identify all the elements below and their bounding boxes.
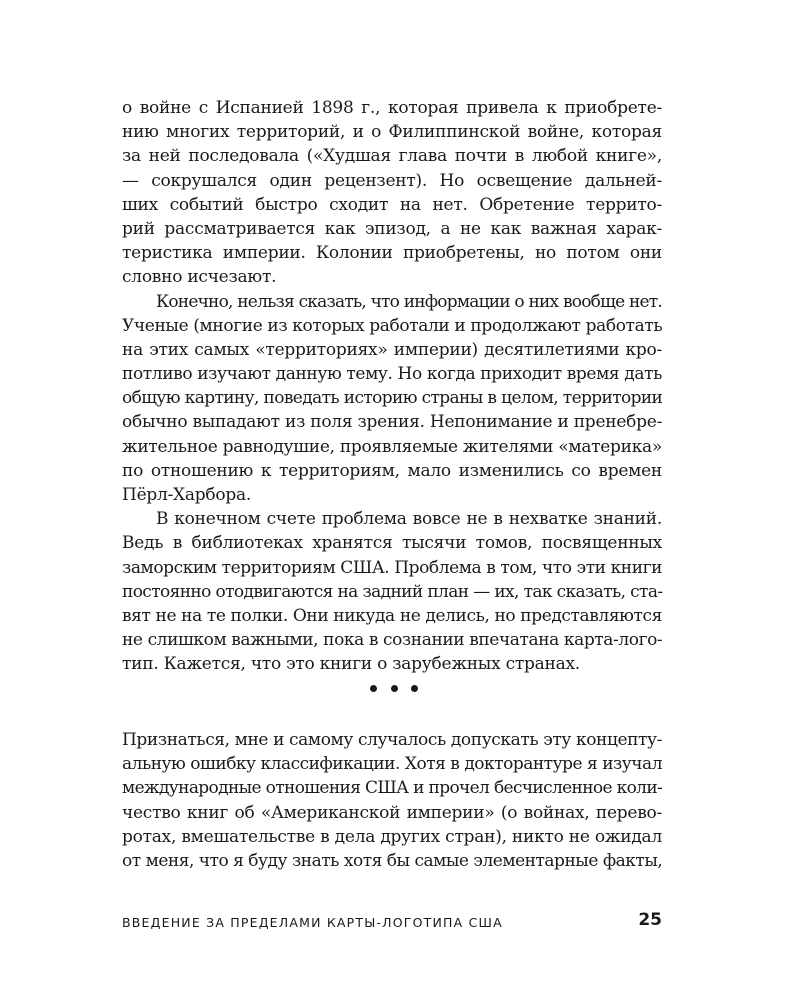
text-line: жительное равнодушие, проявляемые жителями «материка» [122, 436, 662, 457]
text-line: Пёрл-Харбора. [122, 485, 252, 505]
text-line: Признаться, мне и самому случалось допускать эту концепту- [122, 730, 662, 750]
paragraph [122, 507, 662, 676]
text-line: чество книг об «Американской империи» (о войнах, перево- [122, 802, 662, 823]
text-line: обычно выпадают из поля зрения. Непонимание и пренебре- [122, 412, 663, 433]
text-line: ротах, вмешательстве в дела других стран), никто не ожидал [122, 826, 662, 847]
paragraph [122, 290, 662, 508]
body-text-top [122, 96, 662, 677]
text-line: на этих самых «территориях» империи) десятилетиями кро- [122, 339, 662, 360]
text-line: не слишком важными, пока в сознании впечатана карта-лого- [122, 630, 663, 651]
separator-dot [370, 685, 377, 692]
text-line: потливо изучают данную тему. Но когда приходит время дать [122, 364, 662, 385]
text-line: словно исчезают. [122, 267, 277, 288]
text-line: заморским территориям США. Проблема в том, что эти книги [122, 557, 662, 578]
text-line: от меня, что я буду знать хотя бы самые элементарные факты, [122, 850, 663, 871]
section-separator [370, 685, 418, 692]
page-number: 25 [638, 910, 662, 930]
text-line: Ведь в библиотеках хранятся тысячи томов, посвященных [122, 533, 662, 554]
text-line: по отношению к территориям, мало изменились со времен [122, 460, 662, 481]
body-text-bottom [122, 728, 662, 873]
text-line: вят не на те полки. Они никуда не делись, но представляются [122, 605, 662, 626]
text-line: рий рассматривается как эпизод, а не как важная харак- [122, 218, 662, 239]
text-line: ших событий быстро сходит на нет. Обретение террито- [122, 194, 662, 215]
text-line: В конечном счете проблема вовсе не в нехватке знаний. [156, 509, 662, 530]
text-line: — сокрушался один рецензент). Но освещение дальней- [122, 170, 662, 191]
paragraph [122, 728, 662, 873]
paragraph [122, 96, 662, 290]
text-line: о войне с Испанией 1898 г., которая привела к приобрете- [122, 98, 662, 118]
text-line: за ней последовала («Худшая глава почти в любой книге», [122, 146, 662, 167]
text-line: тип. Кажется, что это книги о зарубежных странах. [122, 654, 580, 675]
text-line: международные отношения США и прочел бесчисленное коли- [122, 778, 663, 799]
text-line: Ученые (многие из которых работали и продолжают работать [122, 315, 663, 336]
text-line: Конечно, нельзя сказать, что информации о них вообще нет. [156, 291, 662, 312]
text-line: альную ошибку классификации. Хотя в докторантуре я изучал [122, 754, 662, 775]
running-title: ВВЕДЕНИЕ ЗА ПРЕДЕЛАМИ КАРТЫ-ЛОГОТИПА США [122, 915, 503, 930]
text-line: нию многих территорий, и о Филиппинской войне, которая [122, 122, 662, 143]
text-line: постоянно отодвигаются на задний план — их, так сказать, ста- [122, 581, 663, 602]
text-line: общую картину, поведать историю страны в целом, территории [122, 388, 663, 409]
separator-dot [411, 685, 418, 692]
text-line: теристика империи. Колонии приобретены, но потом они [122, 243, 662, 264]
separator-dot [391, 685, 398, 692]
